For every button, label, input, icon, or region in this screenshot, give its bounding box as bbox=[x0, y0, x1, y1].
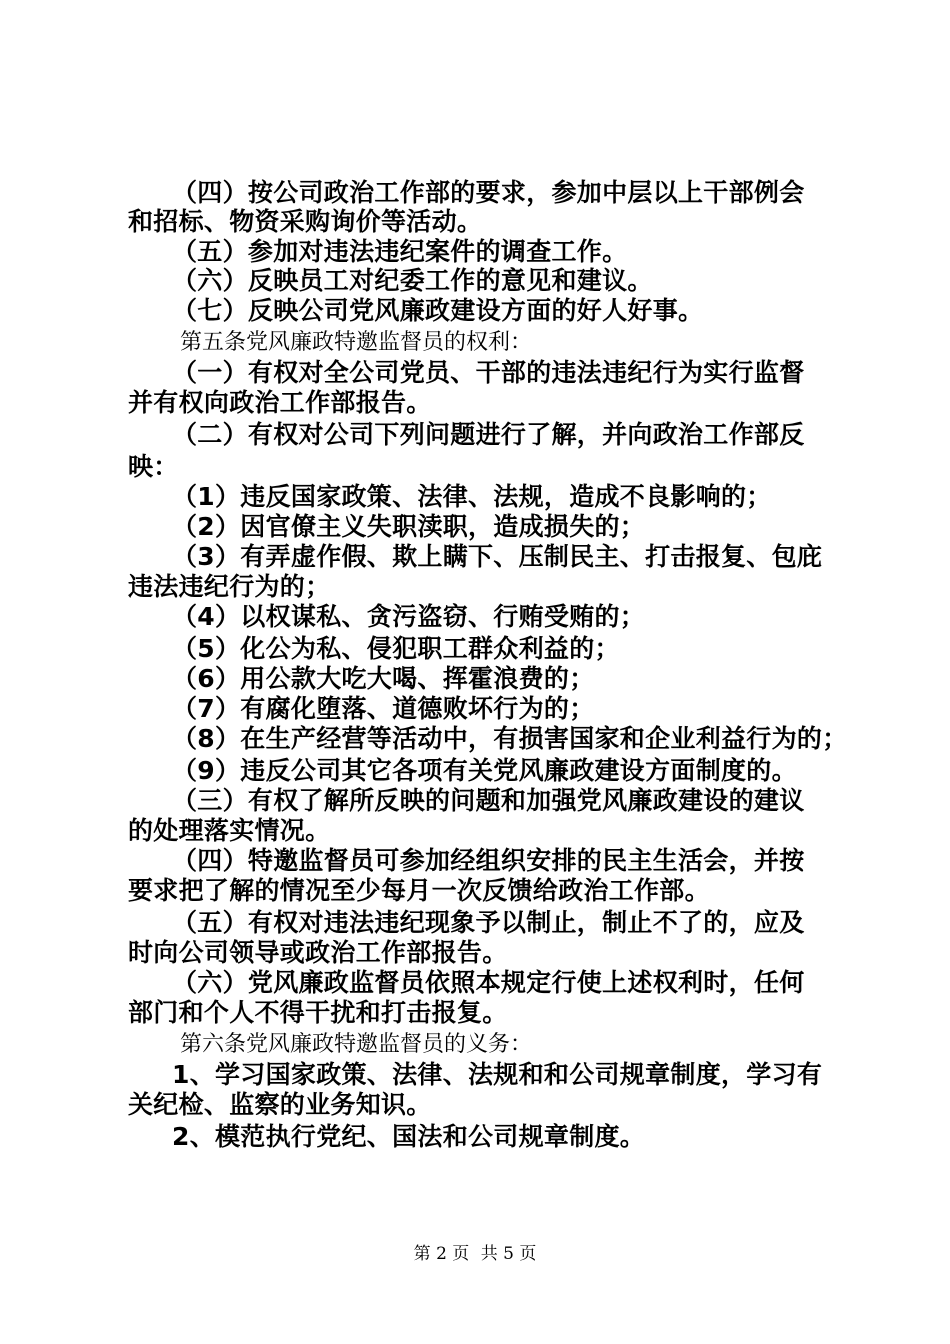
section-heading: 第五条党风廉政特邀监督员的权利： bbox=[180, 330, 533, 355]
text-line: （七）反映公司党风廉政建设方面的好人好事。 bbox=[172, 296, 704, 325]
text-line: （4）以权谋私、贪污盗窃、行贿受贿的； bbox=[172, 602, 646, 631]
text-line: （2）因官僚主义失职渎职，造成损失的； bbox=[172, 512, 646, 541]
text-line: 1、学习国家政策、法律、法规和和公司规章制度，学习有 bbox=[172, 1060, 823, 1089]
text-line: （8）在生产经营等活动中，有损害国家和企业利益行为的； bbox=[172, 724, 848, 753]
text-line: 违法违纪行为的； bbox=[128, 572, 331, 601]
page-footer bbox=[0, 1243, 950, 1265]
text-line: （3）有弄虚作假、欺上瞒下、压制民主、打击报复、包庇 bbox=[172, 542, 823, 571]
text-line: （6）用公款大吃大喝、挥霍浪费的； bbox=[172, 664, 595, 693]
text-line: （7）有腐化堕落、道德败坏行为的； bbox=[172, 694, 595, 723]
text-line: （三）有权了解所反映的问题和加强党风廉政建设的建议 bbox=[172, 786, 805, 815]
text-line: （5）化公为私、侵犯职工群众利益的； bbox=[172, 634, 620, 663]
page-number: 第 2 页 bbox=[413, 1244, 470, 1264]
text-line: 并有权向政治工作部报告。 bbox=[128, 388, 432, 417]
text-line: 和招标、物资采购询价等活动。 bbox=[128, 207, 483, 236]
text-line: （9）违反公司其它各项有关党风廉政建设方面制度的。 bbox=[172, 756, 797, 785]
text-line: 时向公司领导或政治工作部报告。 bbox=[128, 938, 508, 967]
text-line: （五）参加对违法违纪案件的调查工作。 bbox=[172, 237, 628, 266]
page-total: 共 5 页 bbox=[480, 1244, 537, 1264]
text-line: （五）有权对违法违纪现象予以制止，制止不了的，应及 bbox=[172, 908, 805, 937]
text-line: 映： bbox=[128, 452, 179, 481]
text-line: 的处理落实情况。 bbox=[128, 816, 331, 845]
section-heading: 第六条党风廉政特邀监督员的义务： bbox=[180, 1032, 533, 1057]
text-line: 关纪检、监察的业务知识。 bbox=[128, 1090, 432, 1119]
text-line: 部门和个人不得干扰和打击报复。 bbox=[128, 998, 508, 1027]
text-line: （1）违反国家政策、法律、法规，造成不良影响的； bbox=[172, 482, 772, 511]
text-line: （一）有权对全公司党员、干部的违法违纪行为实行监督 bbox=[172, 358, 805, 387]
text-line: （四）按公司政治工作部的要求，参加中层以上干部例会 bbox=[172, 178, 805, 207]
text-line: （四）特邀监督员可参加经组织安排的民主生活会，并按 bbox=[172, 846, 805, 875]
text-line: （六）反映员工对纪委工作的意见和建议。 bbox=[172, 266, 653, 295]
text-line: （二）有权对公司下列问题进行了解，并向政治工作部反 bbox=[172, 420, 805, 449]
text-line: （六）党风廉政监督员依照本规定行使上述权利时，任何 bbox=[172, 968, 805, 997]
text-line: 2、模范执行党纪、国法和公司规章制度。 bbox=[172, 1122, 646, 1151]
text-line: 要求把了解的情况至少每月一次反馈给政治工作部。 bbox=[128, 876, 710, 905]
